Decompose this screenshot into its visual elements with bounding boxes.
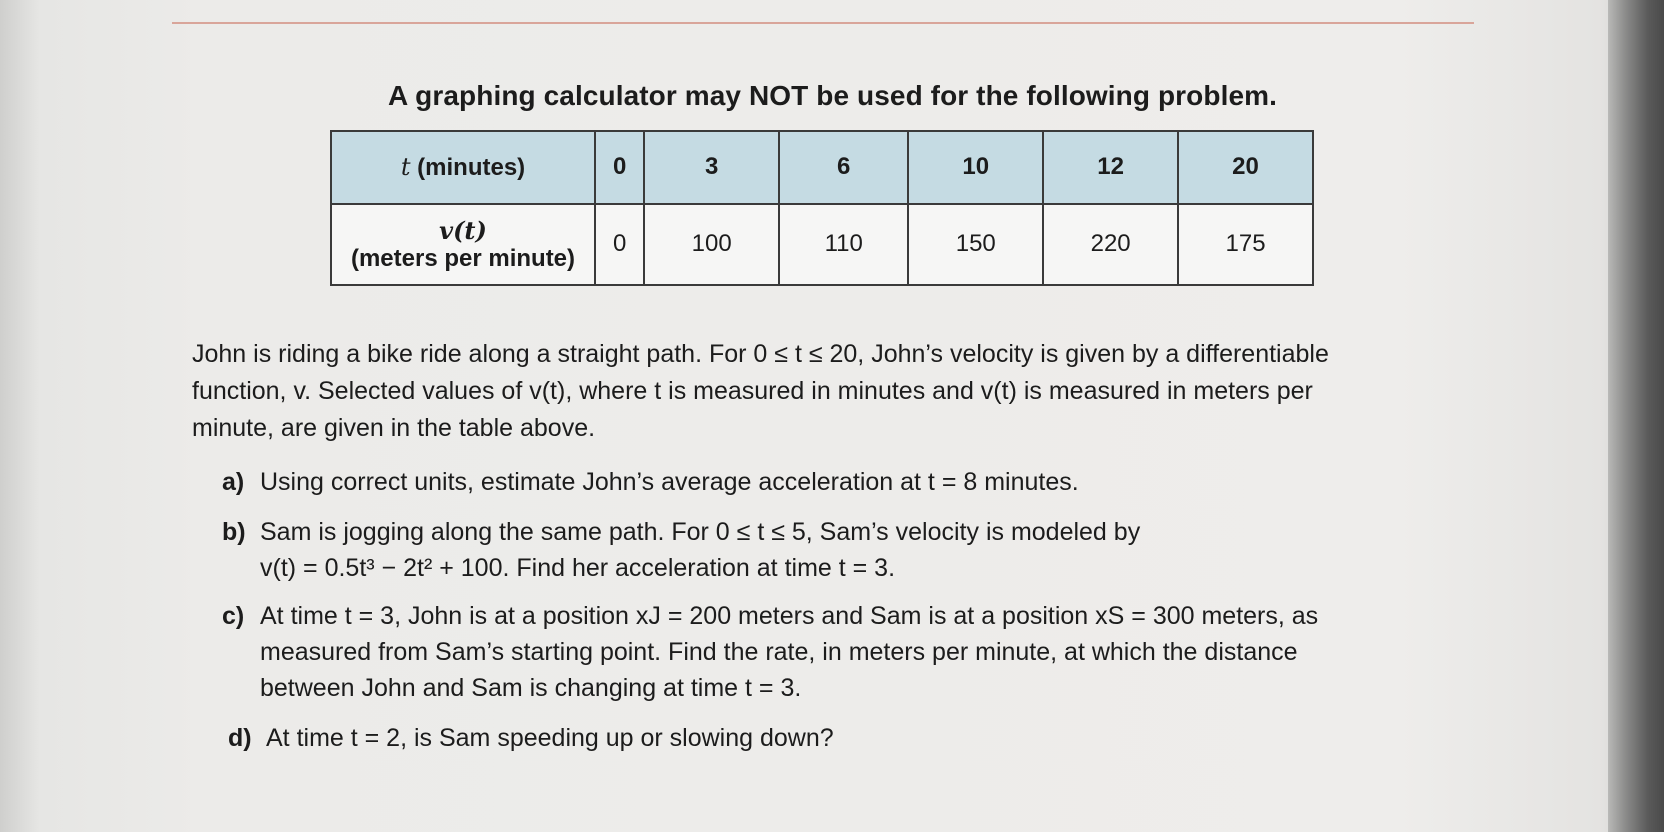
question-c: [222, 598, 1318, 706]
time-cell: 3: [644, 131, 779, 204]
question-text: At time t = 3, John is at a position xJ = 200 meters and Sam is at a position xS = 300 meters, as: [260, 602, 1319, 630]
velocity-cell: 100: [644, 204, 779, 285]
question-text: measured from Sam’s starting point. Find the rate, in meters per minute, at which the distance: [260, 638, 1298, 666]
question-b: [222, 514, 1140, 586]
screen-bezel: [1608, 0, 1664, 832]
top-divider-line: [172, 22, 1474, 24]
time-cell: 10: [908, 131, 1043, 204]
velocity-cell: 175: [1178, 204, 1313, 285]
velocity-table: [330, 130, 1314, 286]
question-text: between John and Sam is changing at time t = 3.: [260, 674, 802, 702]
question-text: At time t = 2, is Sam speeding up or slowing down?: [266, 724, 834, 752]
question-text: Sam is jogging along the same path. For 0 ≤ t ≤ 5, Sam’s velocity is modeled by: [260, 518, 1141, 546]
question-label: b): [222, 518, 246, 546]
time-cell: 20: [1178, 131, 1313, 204]
question-label: c): [222, 602, 245, 630]
intro-line: minute, are given in the table above.: [192, 414, 596, 442]
question-text: Using correct units, estimate John’s average acceleration at t = 8 minutes.: [260, 468, 1079, 496]
velocity-cell: 150: [908, 204, 1043, 285]
velocity-row: [331, 204, 1313, 285]
problem-heading: A graphing calculator may NOT be used for the following problem.: [388, 80, 1278, 111]
velocity-row-label: v(t) (meters per minute): [331, 204, 595, 285]
time-cell: 6: [779, 131, 908, 204]
velocity-cell: 0: [595, 204, 644, 285]
time-row-label: t (minutes): [331, 131, 595, 204]
intro-line: John is riding a bike ride along a straight path. For 0 ≤ t ≤ 20, John’s velocity is given by a differentiable: [192, 340, 1329, 368]
question-a: [222, 464, 1079, 500]
velocity-cell: 110: [779, 204, 908, 285]
velocity-cell: 220: [1043, 204, 1178, 285]
time-cell: 12: [1043, 131, 1178, 204]
question-d: [228, 720, 834, 756]
question-text: v(t) = 0.5t³ − 2t² + 100. Find her acceleration at time t = 3.: [260, 554, 896, 582]
intro-paragraph: [192, 336, 1432, 447]
question-label: a): [222, 468, 245, 496]
question-label: d): [228, 724, 252, 752]
intro-line: function, v. Selected values of v(t), where t is measured in minutes and v(t) is measured in meters per: [192, 377, 1313, 405]
time-cell: 0: [595, 131, 644, 204]
time-row: [331, 131, 1313, 204]
